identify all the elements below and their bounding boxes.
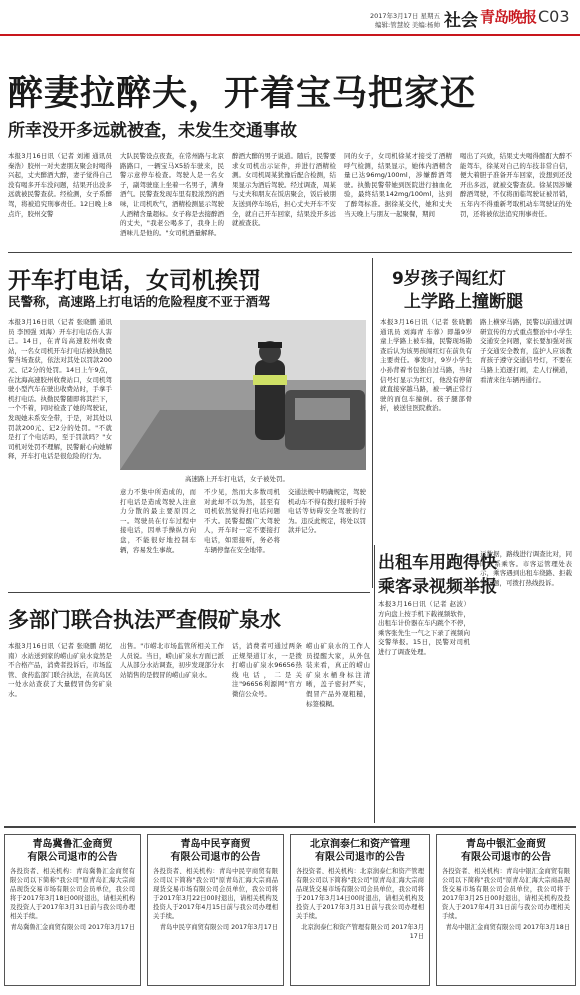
notices-rule <box>4 826 576 828</box>
notice-title-line2: 有限公司退市的公告 <box>461 852 551 863</box>
notice-signature: 青岛中银汇金商贸有限公司 2017年3月18日 <box>445 924 570 931</box>
story2-column-c: 交通法规中明确规定，驾驶机动车不得有拨打接听手持电话等妨碍安全驾驶的行为。违反此规定，将处以罚款并记分。 <box>288 488 366 535</box>
story3-column-b: 路上横穿马路，民警以前通过调研宣传的方式重点整治中小学生交通安全问题，家长要加强对孩子交通安全教育，监护人应该教育孩子遵守交通信号灯，不要在马路上追逐打闹，走人行横道，看清来往车辆再通行。 <box>480 318 572 384</box>
notice-title-line2: 有限公司退市的公告 <box>170 852 261 863</box>
masthead-meta <box>345 12 440 30</box>
story4-column-a: 本报3月16日讯（记者 赵波）方向盘上按手机下载视频软件，出租车计价器在车内跳个不停，乘客张先生一气之下录了视频向交警举报。15日，民警对司机进行了调查处理。 <box>378 600 470 656</box>
story4-column-b: 运数据，路线进行调查比对，同时联系乘客。市客运管理处表示，乘客遇到出租车绕路、拒载等问题，可拨打热线投诉。 <box>480 550 572 587</box>
column-divider <box>372 258 373 588</box>
lead-column-4: 同的女子，女司机徐某才接受了酒精呼气检测，结果显示，她体内酒精含量已达96mg/100ml，涉嫌醉酒驾驶。执勤民警带她到医院进行抽血化验，最终结果142mg/100ml，达到了醉驾标准。据徐某交代，她和丈夫当天晚上与朋友一起聚餐，期间 <box>344 152 452 218</box>
story2-subhead: 民警称，高速路上打电话的危险程度不亚于酒驾 <box>8 294 271 309</box>
notice-title-line1: 北京润泰仁和资产管理 <box>310 839 410 850</box>
notice-signature: 北京润泰仁和资产管理有限公司 2017年3月17日 <box>301 924 424 940</box>
story5-column-d: 崂山矿泉水的工作人员提醒大家，从外包装来看，真正的崂山矿泉水桶身标注清晰，盖子密封严实，假冒产品外观粗糙，标签模糊。 <box>306 642 370 708</box>
notice-title-line1: 青岛冀鲁汇金商贸 <box>32 839 113 850</box>
story5-column-c: 话，消费者可通过两条正规渠道订水，一是拨打崂山矿泉水96656热线电话，二是关注"96656利源网"官方微信公众号。 <box>232 642 302 698</box>
notice-body: 各投资者、相关机构：北京润泰仁和资产管理有限公司以下简称"我公司"原青岛汇海大宗商品现货交易市场有限公司会员单位，我公司将于2017年3月14日00时退出，请相关机构及投资人于2017年3月31日前与我公司办理相关手续。 <box>296 868 424 920</box>
story2-column-b: 不少见，然而大多数司机对此却不以为然，甚至有司机依然觉得打电话问题不大。民警提醒广大驾驶人，开车时一定不要接打电话，如需接听，务必将车辆停靠在安全地带。 <box>204 488 280 554</box>
notice-signature: 青岛中民亨商贸有限公司 2017年3月17日 <box>159 924 278 931</box>
editor-credits: 编辑:管慧姣 美编:杨帅 <box>375 21 440 29</box>
notice-title-line1: 青岛中民亨商贸 <box>180 839 251 850</box>
page-number: C03 <box>538 7 570 26</box>
story3-headline-line2: 上学路上撞断腿 <box>404 292 523 312</box>
notice-box-1 <box>4 834 141 986</box>
story5-column-a: 本报3月16日讯（记者 张晓鹏 胡忆南）水站送到家的崂山矿泉水竟然是不合格产品，消费者投诉后，市场监管、食药监部门联合执法，在黄岛区一处水站查获了大量假冒伪劣矿泉水。 <box>8 642 112 698</box>
section-name: 社会 <box>444 11 478 31</box>
story2-text-left: 本报3月16日讯（记者 张晓鹏 通讯员 李国强 刘海）开车打电话伤人害己。14日，在青岛高速胶州收费站，一名女司机开车打电话被执勤民警当场查获，依法对其处以罚款200元、记2分的处罚。14日上午9点，在沈海高速胶州收费站口，女司机驾驶小型汽车在驶出收费站时，手拿手机打电话。执勤民警随即将其拦下，一个不着，同时检查了她的驾驶证，发现她未系安全带，于是，对其处以罚款200元、记2分的处罚。"不就是打了个电话吗，至于罚款吗？"女司机对处罚不理解，民警耐心向她解释，开车打电话是很危险的行为。 <box>8 318 112 461</box>
notice-title-line1: 青岛中银汇金商贸 <box>466 839 546 850</box>
story5-column-b: 出售。"市崂北市场监管所相关工作人员说。当日，崂山矿泉水方面已派人从部分水站调查，初步发现部分水站销售的是假冒的崂山矿泉水。 <box>120 642 224 679</box>
lead-column-1: 本报3月16日讯（记者 刘湘 通讯员 秦浩）胶州一对夫妻朋友聚会时喝得兴起，丈夫醉酒大醉，妻子觉得自己没有喝多开车没问题，结果开出没多远就被民警查获。经检测，女子系醉驾，将被追究刑事责任。12日晚上8点许，胶州交警 <box>8 152 112 218</box>
story2-headline: 开车打电话，女司机挨罚 <box>8 268 261 294</box>
notice-box-3 <box>290 834 430 986</box>
notice-title-line2: 有限公司退市的公告 <box>27 852 118 863</box>
lead-column-2: 大队民警设点夜查，在常州路与北京路路口，一辆宝马X5轿车驶来，民警示意停车检查。驾驶人是一名女子，副驾驶座上坐着一名男子，满身酒气。民警查发现车里有股浓烈的酒味，让司机吹气，酒精检测显示驾驶人酒精含量超标。女子称是去接醉酒的丈夫，"我老公喝多了，我身上的酒味儿是他的。"女司机酒量解释。 <box>120 152 224 237</box>
story4-headline-line2: 乘客录视频举报 <box>378 577 497 597</box>
section-divider <box>8 252 572 253</box>
notice-box-2 <box>147 834 284 986</box>
header-rule <box>0 34 580 36</box>
issue-date: 2017年3月17日 星期五 <box>369 12 440 20</box>
lead-headline: 醉妻拉醉夫，开着宝马把家还 <box>8 74 477 114</box>
notice-signature: 青岛冀鲁汇金商贸有限公司 2017年3月17日 <box>10 924 135 931</box>
lead-subhead: 所幸没开多远就被查，未发生交通事故 <box>8 121 297 141</box>
story2-column-a: 意力不集中所造成的，而打电话是造成驾驶人注意力分散的最主要原因之一。驾驶员在行车过程中接电话，因单手操纵方向盘，不能很好地控制车辆，容易发生事故。 <box>120 488 196 554</box>
story3-headline-line1: 9岁孩子闯红灯 <box>392 269 506 289</box>
notice-title-line2: 有限公司退市的公告 <box>315 852 405 863</box>
story4-headline-line1: 出租车用跑得快 <box>378 553 497 573</box>
newspaper-logo: 青岛晚报 <box>480 8 537 26</box>
story5-top-rule <box>8 592 370 593</box>
notice-box-4 <box>436 834 576 986</box>
traffic-police-photo <box>120 320 366 470</box>
story3-column-a: 本报3月16日讯（记者 张晓鹏 通讯员 刘海青 车蓉）即墨9岁童上学路上被车撞，民警现场勘查后认为该男孩闯红灯在前负有主要责任。事发时，9岁小学生小孙背着书包独自过马路，当时信号灯显示为红灯，他没有停留就直接穿越马路，被一辆正常行驶的面包车撞倒。孩子腿部骨折，被送往医院救治。 <box>380 318 472 413</box>
notice-body: 各投资者、相关机构：青岛冀鲁汇金商贸有限公司以下简称"我公司"原青岛汇海大宗商品现货交易市场有限公司会员单位，我公司将于2017年3月18日00时退出，请相关机构及投资人于2017年3月31日前与我公司办理相关手续。 <box>10 868 135 920</box>
notice-body: 各投资者、相关机构：青岛中银汇金商贸有限公司以下简称"我公司"原青岛汇海大宗商品现货交易市场有限公司会员单位，我公司将于2017年3月25日00时退出，请相关机构及投资人于2017年4月31日前与我公司办理相关手续。 <box>442 868 570 920</box>
column-divider-2 <box>374 545 375 823</box>
lead-column-5: 喝出了兴致，结果丈夫喝得酩酊大醉不能驾车，徐某对自己的车技非常自信，便大着胆子准备开车回家，没想到还没开出多远，就被交警查获。徐某因涉嫌醉酒驾驶，不仅将面临驾驶证被吊销，五年内不得重新考取机动车驾驶证的处罚，还将被依法追究刑事责任。 <box>460 152 572 218</box>
photo-illustration <box>120 320 366 470</box>
photo-caption: 高速路上开车打电话，女子被处罚。 <box>185 475 289 483</box>
story5-headline: 多部门联合执法严查假矿泉水 <box>8 608 281 632</box>
lead-column-3: 醉酒大醉的男子说道。随后，民警要求女司机出示证件，并进行酒精检测。女司机周某犹豫后配合检测，结果显示为酒后驾驶。经过调查，周某与丈夫和朋友在饭店聚会，饭后被朋友送到停车场后，担心丈夫开车不安全，就自己开车回家，结果没开多远就被查获。 <box>232 152 336 228</box>
notice-body: 各投资者、相关机构：青岛中民亨商贸有限公司以下简称"我公司"原青岛汇海大宗商品现货交易市场有限公司会员单位，我公司将于2017年3月22日00时退出，请相关机构及投资人于2017年4月15日前与我公司办理相关手续。 <box>153 868 278 920</box>
